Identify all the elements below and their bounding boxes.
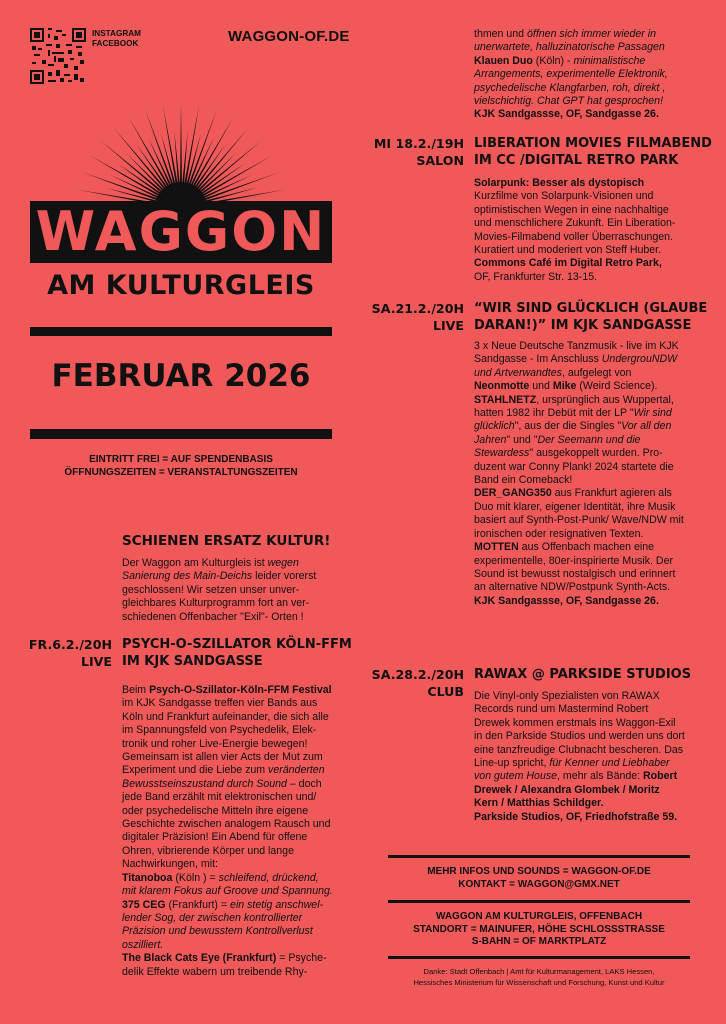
month-title: FEBRUAR 2026 — [51, 358, 311, 394]
event3-title-line2: DARAN!)” IM KJK SANDGASSE — [474, 318, 692, 333]
footer-location — [388, 911, 690, 949]
ersatz-text-a: Der Waggon am Kulturgleis ist — [122, 557, 268, 569]
event4-date: SA.28.2./20H — [371, 667, 464, 682]
cont-band4-desc: minimalistische Arrangements, experimentelle Elektronik, psychedelische Klangfarben, roh, direkt , vielschichtig. Chat GPT hat gesprochen! — [474, 54, 668, 108]
event2-tag: SALON — [416, 153, 464, 168]
sun-ray — [197, 141, 261, 195]
footer-divider-1 — [388, 855, 690, 858]
e2-venue: Commons Café im Digital Retro Park, — [474, 257, 662, 270]
e3-t1-b: , aufgelegt von — [561, 366, 632, 379]
e1-c: im KJK Sandgasse treffen vier Bands aus Köln und Frankfurt aufeinander, die sich alle im Spannungsfeld von Psychedelik, Elektronik und roher Live-Energie bewegen! Gemeinsam ist allen vier Acts der Mut zum Experiment und die Liebe zum — [122, 697, 329, 777]
event2-date-block — [370, 135, 464, 169]
qr-code[interactable] — [30, 28, 86, 84]
e3-t1: 3 x Neue Deutsche Tanzmusik - live im KJK Sandgasse - Im Anschluss — [474, 340, 679, 366]
e1-a: Beim — [122, 684, 150, 696]
event3-date-block — [370, 300, 464, 334]
event2-title — [474, 135, 712, 169]
ersatz-text-b: leider vorerst geschlossen! Wir setzen unser unvergleichbares Kulturprogramm fort an verschiedenen Offenbacher "Exil"- Orten ! — [122, 570, 317, 623]
e3-band1-lp: Wir sind glücklich — [474, 407, 672, 433]
e4-t1-b: , mehr als Bände: — [557, 770, 644, 783]
e1-band3: The Black Cats Eye (Frankfurt) — [122, 952, 277, 965]
e3-t1-italic: UndergrouNDW und Artverwandtes — [474, 353, 678, 379]
event2-date: MI 18.2./19H — [373, 136, 464, 151]
event3-title-line1: “WIR SIND GLÜCKLICH (GLAUBE — [474, 301, 708, 316]
credits-line2: Hessisches Ministerium für Wissenschaft und Forschung, Kunst und Kultur — [413, 977, 665, 987]
ersatz-text — [122, 557, 334, 624]
cont-band4-city: (Köln) - — [532, 54, 574, 67]
event3-date: SA.21.2./20H — [371, 301, 464, 316]
event1-title-line2: IM KJK SANDGASSE — [122, 654, 263, 669]
admission-line: EINTRITT FREI = AUF SPENDENBASIS — [89, 454, 273, 465]
e1-band1-desc: schleifend, drückend, mit klarem Fokus auf Groove und Spannung. — [122, 871, 333, 898]
event1-title — [122, 636, 352, 670]
e1-e: – doch jede Band erzählt mit elektronischen und/ oder psychedelische Mitteln ihre eigene Geschichte zwischen analogem Rausch und digitaler Präzision! Ein Abend für offene Ohren, vibrierende Körper und lange Nachwirkungen, mit: — [122, 777, 331, 871]
e4-t1-italic: für Kenner und Liebhaber von gutem House — [474, 757, 670, 783]
e1-band3-desc: = Psychedelik Effekte wabern um treibende Rhy- — [122, 952, 327, 978]
e3-band3: MOTTEN — [474, 541, 519, 554]
event4-tag: CLUB — [427, 684, 464, 699]
e3-band3-text: aus Offenbach machen eine experimentelle, 80er-inspirierte Musik. Der Sound ist bewusst nostalgisch und erinnert an alternative NDW/Postpunk Synth-Acts. — [474, 541, 676, 594]
footer-divider-3 — [388, 956, 690, 959]
event1-date-block — [22, 636, 112, 670]
e1-band1-city: (Köln ) = — [172, 871, 219, 884]
e3-band1-s1: Vor all den Jahren — [474, 420, 672, 446]
e2-text: Kurzfilme von Solarpunk-Visionen und optimistischen Wegen in eine nachhaltige und menschlichere Zukunft. Ein Liberation-Movies-Filmabend voller Überraschungen. Kuratiert und moderiert von Steff Huber. — [474, 190, 676, 257]
footer-sbahn: S-BAHN = OF MARKTPLATZ — [471, 936, 607, 947]
e3-band1: STAHLNETZ — [474, 393, 537, 406]
footer-divider-2 — [388, 900, 690, 903]
e1-d: veränderten Bewusstseinszustand durch Sound — [122, 764, 325, 790]
cont-a: thmen und — [474, 28, 528, 40]
logo-waggon: WAGGON — [35, 200, 327, 263]
sun-ray — [180, 103, 182, 186]
e3-band1-text2: ", aus der die Singles " — [514, 420, 622, 433]
e3-band1-text: , ursprünglich aus Wuppertal, hatten 1982 ihr Debüt mit der LP " — [474, 393, 674, 420]
e3-band2: DER_GANG350 — [474, 487, 552, 500]
e1-band2: 375 CEG — [122, 898, 166, 911]
logo-bar — [30, 327, 332, 336]
e4-t1: Die Vinyl-only Spezialisten von RAWAX Records rund um Mastermind Robert Drewek kommen erstmals ins Waggon-Exil in den Parkside Studios und werden uns dort eine tanzfreudige Clubnacht bescheren. Das Line-up spricht, — [474, 690, 685, 770]
footer-info — [388, 866, 690, 891]
logo-am-kulturgleis: AM KULTURGLEIS — [47, 270, 315, 301]
e4-djs: Robert Drewek / Alexandra Glombek / Moritz Kern / Matthias Schildger. — [474, 770, 678, 810]
event1-text — [122, 684, 334, 979]
e3-dj1: Neonmotte — [474, 380, 530, 393]
site-url[interactable]: WAGGON-OF.DE — [228, 28, 350, 45]
instagram-link[interactable]: INSTAGRAM — [92, 29, 141, 38]
e3-t1-d: (Weird Science). — [576, 380, 658, 393]
event4-date-block — [370, 666, 464, 700]
event1-title-line1: PSYCH-O-SZILLATOR KÖLN-FFM — [122, 637, 352, 652]
cont-band4: Klauen Duo — [474, 54, 533, 67]
e2-lead: Solarpunk: Besser als dystopisch — [474, 177, 645, 189]
event4-text — [474, 690, 686, 824]
cont-a-italic: öffnen sich immer wieder in unerwartete, halluzinatorische Passagen — [474, 28, 665, 54]
e3-t1-c: und — [529, 380, 553, 393]
e2-address: OF, Frankfurter Str. 13-15. — [474, 270, 598, 283]
sun-ray — [114, 128, 168, 192]
event1-tag: LIVE — [80, 654, 112, 669]
e3-band1-s2: Der Seemann und die Stewardess — [474, 433, 641, 460]
sunburst-icon — [30, 90, 332, 210]
event4-title-line1: RAWAX @ PARKSIDE STUDIOS — [474, 667, 692, 682]
event4-title — [474, 666, 691, 683]
e1-band2-desc: ein stetig anschwellender Sog, der zwischen kontrollierter Präzision und bewusstem Kontrollverlust oszilliert. — [122, 898, 324, 951]
e1-band1: Titanoboa — [122, 871, 173, 884]
footer-contact[interactable]: KONTAKT = WAGGON@GMX.NET — [458, 878, 620, 890]
event1-continued — [474, 28, 682, 122]
ersatz-title: SCHIENEN ERSATZ KULTUR! — [122, 533, 331, 549]
footer-standort: STANDORT = MAINUFER, HÖHE SCHLOSSSTRASSE — [413, 923, 665, 935]
event3-text — [474, 340, 686, 608]
waggon-block — [30, 201, 332, 263]
e3-band2-text: aus Frankfurt agieren als Duo mit klarer, eigener Identität, ihre Musik basiert auf Synth-Post-Punk/ Wave/NDW mit ironischen oder resignativen Texten. — [474, 487, 684, 540]
event3-tag: LIVE — [432, 318, 464, 333]
footer-venue-name: WAGGON AM KULTURGLEIS, OFFENBACH — [435, 911, 643, 922]
e3-venue: KJK Sandgassse, OF, Sandgasse 26. — [474, 594, 659, 607]
footer-more-info[interactable]: MEHR INFOS UND SOUNDS = WAGGON-OF.DE — [427, 866, 651, 877]
e3-band1-text3: " und " — [506, 433, 538, 446]
event2-title-line1: LIBERATION MOVIES FILMABEND — [474, 136, 712, 151]
event2-title-line2: IM CC /DIGITAL RETRO PARK — [474, 153, 679, 168]
sun-ray — [194, 128, 248, 192]
event1-date: FR.6.2./20H — [28, 637, 112, 652]
e1-band2-city: (Frankfurt) = — [165, 898, 231, 911]
e4-venue: Parkside Studios, OF, Friedhofstraße 59. — [474, 810, 678, 823]
social-links — [92, 29, 141, 49]
sun-ray — [101, 141, 165, 195]
e3-band1-text4: " ausgekoppelt wurden. Produzent war Conny Plank! 2024 startete die Band ein Comeback! — [474, 447, 674, 487]
admission-info — [30, 453, 332, 479]
credits-line1: Danke: Stadt Offenbach | Amt für Kulturmanagement, LAKS Hessen, — [423, 967, 655, 976]
ersatz-text-italic: wegen Sanierung des Main-Deichs — [122, 557, 299, 583]
month-divider — [30, 429, 332, 439]
event3-title — [474, 300, 707, 334]
opening-line: ÖFFNUNGSZEITEN = VERANSTALTUNGSZEITEN — [64, 467, 298, 478]
e3-dj2: Mike — [552, 380, 577, 393]
waggon-logo — [30, 90, 332, 340]
e1-festival: Psych-O-Szillator-Köln-FFM Festival — [149, 684, 332, 696]
credits — [388, 967, 690, 988]
event2-text — [474, 177, 686, 284]
facebook-link[interactable]: FACEBOOK — [92, 39, 139, 48]
cont-venue: KJK Sandgassse, OF, Sandgasse 26. — [474, 108, 659, 121]
